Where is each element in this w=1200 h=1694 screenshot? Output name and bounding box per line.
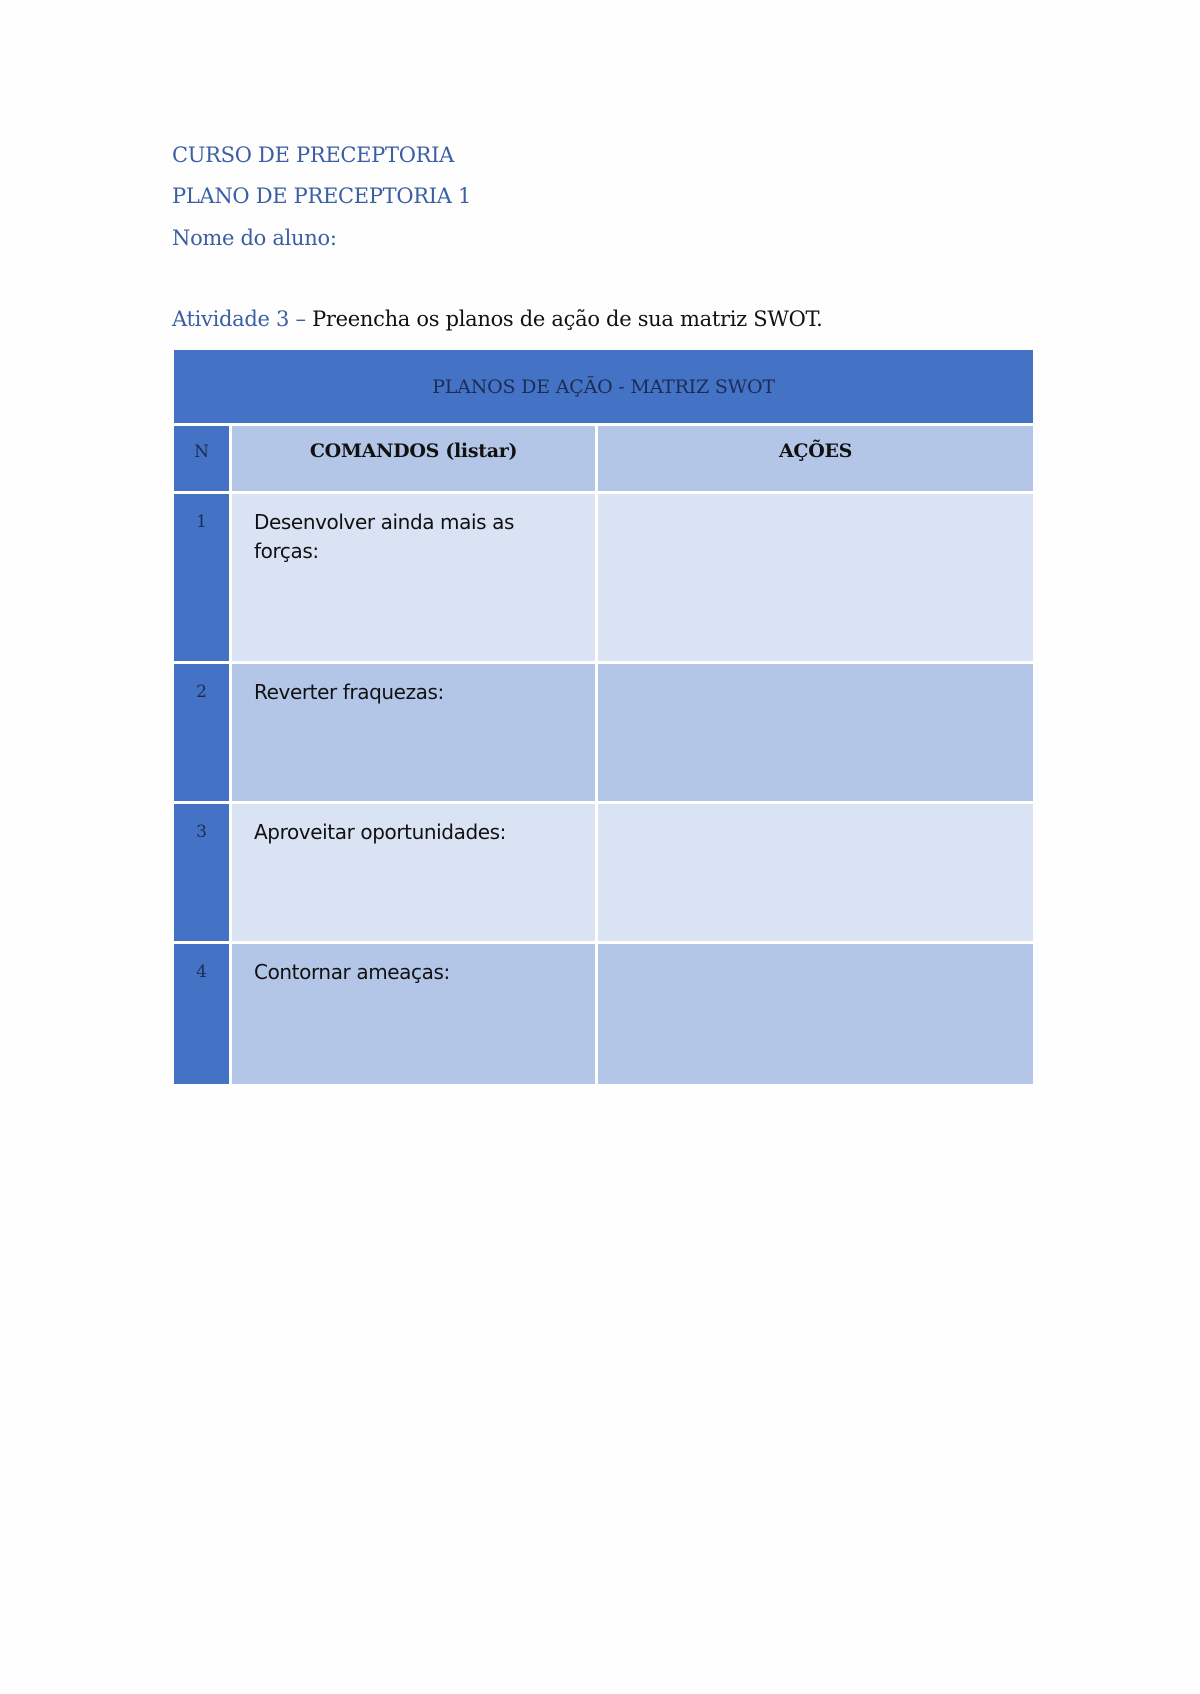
command-cell: Reverter fraquezas:: [232, 664, 598, 804]
table-header-row: [174, 426, 1033, 494]
actions-cell[interactable]: [598, 944, 1033, 1084]
row-number: 2: [174, 664, 232, 804]
course-title: CURSO DE PRECEPTORIA: [172, 143, 454, 167]
table-row: [174, 944, 1033, 1084]
table-title: PLANOS DE AÇÃO - MATRIZ SWOT: [174, 350, 1033, 426]
row-number: 4: [174, 944, 232, 1084]
activity-instruction: [172, 307, 823, 331]
command-cell: Aproveitar oportunidades:: [232, 804, 598, 944]
command-cell: Contornar ameaças:: [232, 944, 598, 1084]
actions-cell[interactable]: [598, 494, 1033, 664]
column-header-n: N: [174, 426, 232, 494]
row-number: 1: [174, 494, 232, 664]
actions-cell[interactable]: [598, 804, 1033, 944]
plan-title: PLANO DE PRECEPTORIA 1: [172, 184, 472, 208]
command-cell: Desenvolver ainda mais as forças:: [232, 494, 598, 664]
table-row: [174, 494, 1033, 664]
row-number: 3: [174, 804, 232, 944]
student-name-label: Nome do aluno:: [172, 226, 337, 250]
activity-label: Atividade 3 –: [172, 307, 306, 331]
table-row: [174, 664, 1033, 804]
swot-action-plan-table: [174, 350, 1033, 1084]
column-header-commands: COMANDOS (listar): [232, 426, 598, 494]
activity-text: Preencha os planos de ação de sua matriz SWOT.: [305, 307, 823, 331]
actions-cell[interactable]: [598, 664, 1033, 804]
table-title-row: [174, 350, 1033, 426]
table-row: [174, 804, 1033, 944]
column-header-actions: AÇÕES: [598, 426, 1033, 494]
